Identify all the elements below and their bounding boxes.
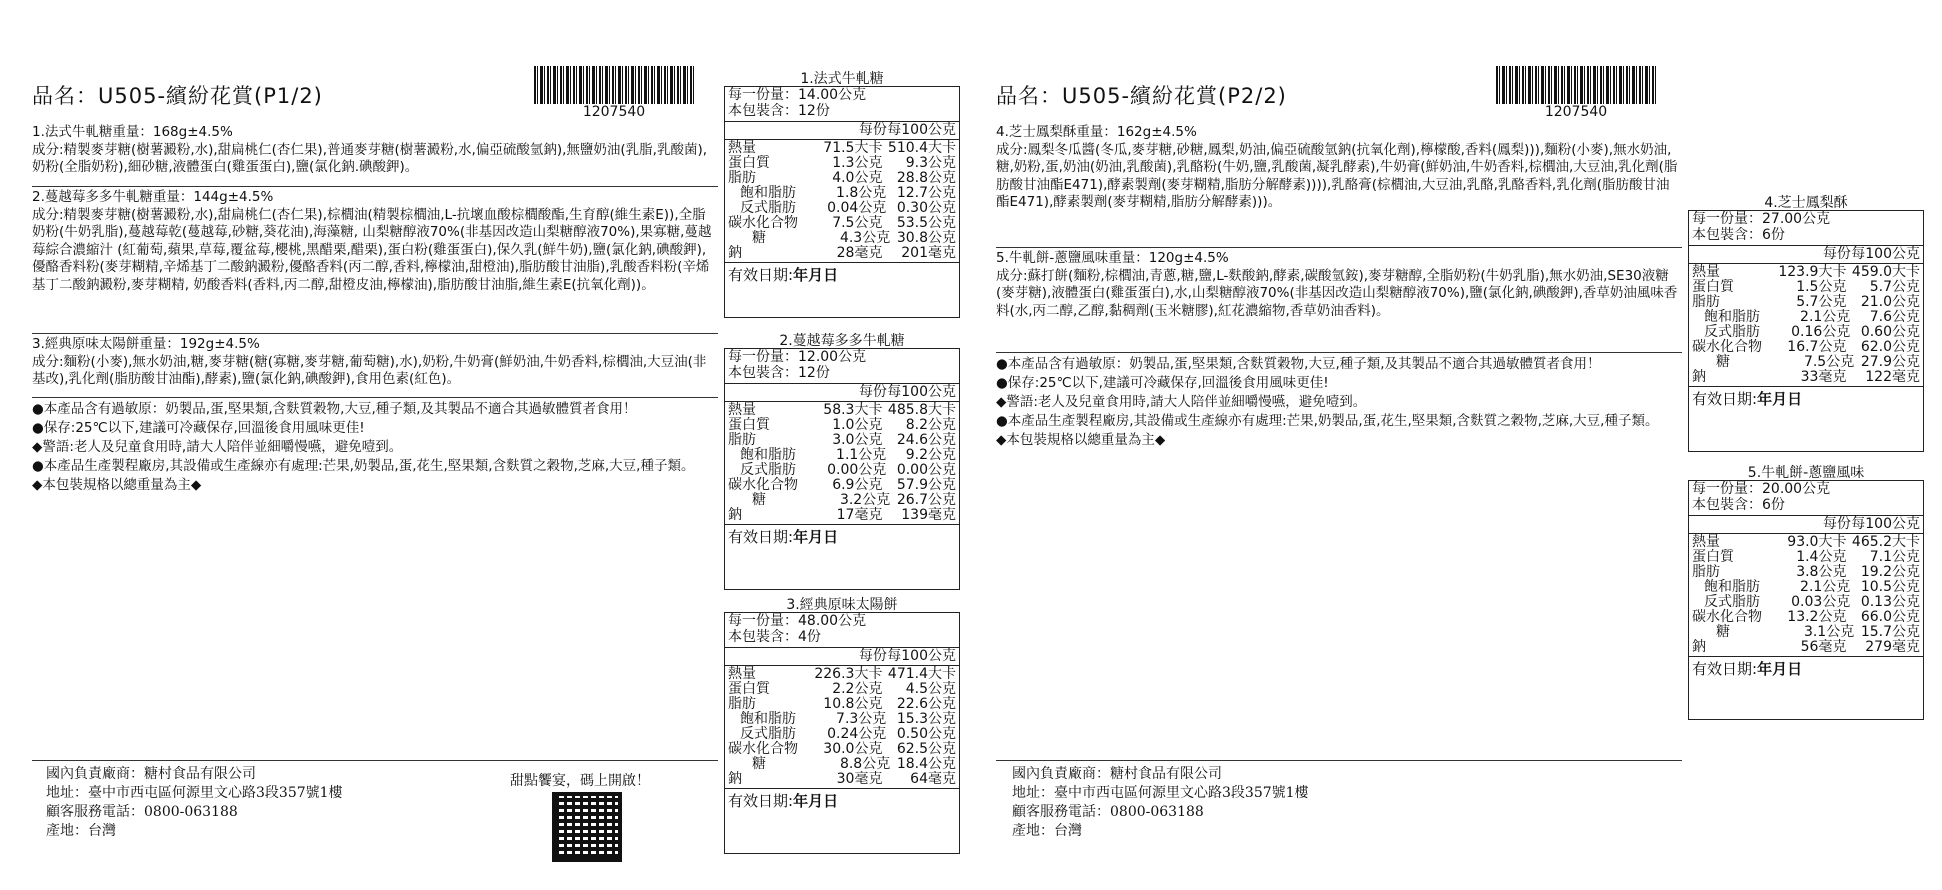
nutrition-row: 碳水化合物 30.0公克 62.5公克 [728,741,956,757]
storage-notice: ●保存:25℃以下,建議可冷藏保存,回溫後食用風味更佳! [996,375,1329,391]
package-notice: ◆本包裝規格以總重量為主◆ [996,432,1166,448]
nutrition-row: 飽和脂肪 7.3公克 15.3公克 [740,711,956,727]
servings-per-package: 本包裝含：4份 [725,630,959,648]
footer-right [1012,765,1309,841]
qr-code-icon [552,792,622,862]
page-title-left: 品名：U505-繽紛花賞(P1/2) [32,84,323,108]
package-notice: ◆本包裝規格以總重量為主◆ [32,477,202,493]
nutrition-row: 糖 3.2公克 26.7公克 [752,492,957,508]
col-per-100g: 每100公克 [887,648,956,664]
phone: 顧客服務電話：0800-063188 [46,804,238,820]
serving-size: 每一份量：20.00公克 [1692,481,1831,497]
nutrition-row: 飽和脂肪 2.1公克 10.5公克 [1704,579,1920,595]
allergen-notice: ●本產品含有過敏原：奶製品,蛋,堅果類,含麩質穀物,大豆,種子類,及其製品不適合其過敏體質者食用！ [996,356,1601,372]
manufacturer: 國內負責廠商：糖村食品有限公司 [1012,766,1222,782]
nutrition-row: 蛋白質 1.5公克 5.7公克 [1692,279,1920,295]
nutrition-table-5 [1688,480,1924,720]
nutrition-row: 脂肪 3.0公克 24.6公克 [728,432,956,448]
nutrition-row: 反式脂肪 0.04公克 0.30公克 [740,200,956,216]
col-per-100g: 每100公克 [887,122,956,138]
warning-notice: ◆警語:老人及兒童食用時,請大人陪伴並細嚼慢嚥，避免噎到。 [996,394,1367,410]
section-heading: 5.牛軋餅-蔥鹽風味重量：120g±4.5% [996,250,1229,266]
nutrition-row: 反式脂肪 0.24公克 0.50公克 [740,726,956,742]
servings-per-package: 本包裝含：6份 [1689,498,1923,516]
column-headers [725,648,959,666]
nutrition-row: 鈉 33毫克 122毫克 [1692,369,1920,385]
servings-per-package: 本包裝含：12份 [725,366,959,384]
column-headers [1689,516,1923,534]
ingredient-section-3 [32,336,718,389]
facility-notice: ●本產品生產製程廠房,其設備或生產線亦有處理:芒果,奶製品,蛋,花生,堅果類,含麩質之穀物,芝麻,大豆,種子類。 [32,458,695,474]
column-headers [725,122,959,140]
divider [32,397,718,398]
ingredient-section-2 [32,189,718,294]
footer-divider [32,760,718,761]
nutrition-row: 碳水化合物 16.7公克 62.0公克 [1692,339,1920,355]
nutrition-row: 鈉 56毫克 279毫克 [1692,639,1920,655]
nutrition-row: 飽和脂肪 1.1公克 9.2公克 [740,447,956,463]
nutrition-row: 糖 4.3公克 30.8公克 [752,230,957,246]
serving-size: 每一份量：27.00公克 [1692,211,1831,227]
section-body: 成分:蘇打餅(麵粉,棕櫚油,青蔥,糖,鹽,L-麩酸鈉,酵素,碳酸氫銨),麥芽糖醇,全脂奶粉(牛奶乳脂),無水奶油,SE30液糖(麥芽糖),液體蛋白(雞蛋蛋白),水,山梨糖醇液70%(非基因改造山梨糖醇液70%),鹽(氯化鈉,碘酸鉀),香草奶油風味香料(水,丙二醇,乙醇,黏稠劑(玉米糖膠),紅花濃縮物,香草奶油香料)。 [996,267,1678,319]
nutrition-table-3 [724,612,960,854]
expiry-date: 有效日期:年月日 [728,792,839,810]
notice-list-right [996,355,1682,450]
nutrition-row: 碳水化合物 13.2公克 66.0公克 [1692,609,1920,625]
nutrition-row: 鈉 28毫克 201毫克 [728,245,956,261]
nutrition-row: 糖 7.5公克 27.9公克 [1716,354,1921,370]
nutrition-table-2 [724,348,960,590]
section-body: 成分:精製麥芽糖(樹薯澱粉,水),甜扁桃仁(杏仁果),棕櫚油(精製棕櫚油,L-抗壞血酸棕櫚酸酯,生育醇(維生素E)),全脂奶粉(牛奶乳脂),蔓越莓乾(蔓越莓,砂糖,葵花油),海藻糖, 山梨糖醇液70%(非基因改造山梨糖醇液70%),果寡糖,蔓越莓綜合濃縮汁 (紅葡萄,蘋果,草莓,覆盆莓,櫻桃,黑醋栗,醋栗),蛋白粉(雞蛋蛋白),保久乳(鮮牛奶),鹽(氯化鈉,碘酸鉀),優酪香料粉(麥芽糊精,辛烯基丁二酸鈉澱粉,優酪香料(丙二醇,香料,檸檬油,甜橙油),脂肪酸甘油脂),乳酸香料粉(辛烯基丁二酸鈉澱粉,麥芽糊精, 奶酸香料(香料,丙二醇,甜橙皮油,檸檬油),脂肪酸甘油脂,維生素E(抗氧化劑))。 [32,206,712,293]
servings-per-package: 本包裝含：6份 [1689,228,1923,246]
nutrition-row: 脂肪 3.8公克 19.2公克 [1692,564,1920,580]
nutrition-row: 熱量 123.9大卡 459.0大卡 [1692,264,1920,280]
address: 地址：臺中市西屯區何源里文心路3段357號1樓 [46,785,343,801]
expiry-date: 有效日期:年月日 [728,266,839,284]
nutrition-row: 蛋白質 1.4公克 7.1公克 [1692,549,1920,565]
serving-size: 每一份量：14.00公克 [728,87,867,103]
nutrition-title-5: 5.牛軋餅-蔥鹽風味 [1747,465,1865,481]
allergen-notice: ●本產品含有過敏原：奶製品,蛋,堅果類,含麩質穀物,大豆,種子類,及其製品不適合其過敏體質者食用！ [32,401,637,417]
nutrition-row: 反式脂肪 0.16公克 0.60公克 [1704,324,1920,340]
nutrition-row: 蛋白質 1.3公克 9.3公克 [728,155,956,171]
nutrition-row: 蛋白質 1.0公克 8.2公克 [728,417,956,433]
col-per-serving: 每份 [1822,516,1851,532]
nutrition-row: 反式脂肪 0.00公克 0.00公克 [740,462,956,478]
col-per-100g: 每100公克 [887,384,956,400]
page-title-right: 品名：U505-繽紛花賞(P2/2) [996,84,1287,108]
col-per-serving: 每份 [858,384,887,400]
nutrition-row: 糖 8.8公克 18.4公克 [752,756,957,772]
ingredient-section-1 [32,124,718,177]
nutrition-row: 鈉 17毫克 139毫克 [728,507,956,523]
section-body: 成分:鳳梨冬瓜醬(冬瓜,麥芽糖,砂糖,鳳梨,奶油,偏亞硫酸氫鈉(抗氧化劑),檸檬酸,香料(鳳梨))),麵粉(小麥),無水奶油,糖,奶粉,蛋,奶油(奶油,乳酸菌),乳酪粉(牛奶,鹽,乳酸菌,凝乳酵素),牛奶膏(鮮奶油,牛奶香料,棕櫚油,大豆油,乳化劑(脂肪酸甘油酯E471),酵素製劑(麥芽糊精,脂肪分解酵素)))),乳酪膏(棕櫚油,大豆油,乳酪,乳酪香料,乳化劑(脂肪酸甘油酯E471),酵素製劑(麥芽糊精,脂肪分解酵素)))。 [996,141,1678,210]
expiry-date: 有效日期:年月日 [1692,660,1803,678]
nutrition-row: 熱量 226.3大卡 471.4大卡 [728,666,956,682]
barcode-icon [1496,66,1656,104]
servings-per-package: 本包裝含：12份 [725,104,959,122]
nutrition-row: 蛋白質 2.2公克 4.5公克 [728,681,956,697]
column-headers [725,384,959,402]
nutrition-row: 脂肪 5.7公克 21.0公克 [1692,294,1920,310]
nutrition-row: 熱量 93.0大卡 465.2大卡 [1692,534,1920,550]
warning-notice: ◆警語:老人及兒童食用時,請大人陪伴並細嚼慢嚥，避免噎到。 [32,439,403,455]
divider [32,186,718,187]
expiry-date: 有效日期:年月日 [728,528,839,546]
nutrition-row: 反式脂肪 0.03公克 0.13公克 [1704,594,1920,610]
column-headers [1689,246,1923,264]
footer-left [46,765,343,841]
col-per-100g: 每100公克 [1851,516,1920,532]
origin: 產地：台灣 [1012,823,1082,839]
divider [996,352,1682,353]
barcode-icon [534,66,694,104]
col-per-100g: 每100公克 [1851,246,1920,262]
facility-notice: ●本產品生產製程廠房,其設備或生產線亦有處理:芒果,奶製品,蛋,花生,堅果類,含麩質之穀物,芝麻,大豆,種子類。 [996,413,1659,429]
manufacturer: 國內負責廠商：糖村食品有限公司 [46,766,256,782]
nutrition-row: 熱量 58.3大卡 485.8大卡 [728,402,956,418]
address: 地址：臺中市西屯區何源里文心路3段357號1樓 [1012,785,1309,801]
barcode-left [534,66,694,120]
divider [32,333,718,334]
origin: 產地：台灣 [46,823,116,839]
nutrition-row: 碳水化合物 7.5公克 53.5公克 [728,215,956,231]
section-heading: 4.芝士鳳梨酥重量：162g±4.5% [996,124,1197,140]
nutrition-table-1 [724,86,960,318]
nutrition-title-2: 2.蔓越莓多多牛軋糖 [779,333,905,349]
serving-size: 每一份量：48.00公克 [728,613,867,629]
section-heading: 2.蔓越莓多多牛軋糖重量：144g±4.5% [32,189,274,205]
section-heading: 1.法式牛軋糖重量：168g±4.5% [32,124,233,140]
barcode-right [1496,66,1656,120]
footer-divider [996,760,1682,761]
nutrition-title-3: 3.經典原味太陽餅 [786,597,898,613]
nutrition-title-4: 4.芝士鳳梨酥 [1764,195,1848,211]
col-per-serving: 每份 [858,122,887,138]
nutrition-row: 飽和脂肪 2.1公克 7.6公克 [1704,309,1920,325]
storage-notice: ●保存:25℃以下,建議可冷藏保存,回溫後食用風味更佳! [32,420,365,436]
col-per-serving: 每份 [858,648,887,664]
nutrition-table-4 [1688,210,1924,452]
nutrition-row: 熱量 71.5大卡 510.4大卡 [728,140,956,156]
ingredient-section-5 [996,250,1682,320]
ingredient-section-4 [996,124,1682,212]
section-body: 成分:精製麥芽糖(樹薯澱粉,水),甜扁桃仁(杏仁果),普通麥芽糖(樹薯澱粉,水,偏亞硫酸氫鈉),無鹽奶油(乳脂,乳酸菌),奶粉(全脂奶粉),細砂糖,液體蛋白(雞蛋蛋白),鹽(氯化鈉.碘酸鉀)。 [32,141,708,175]
phone: 顧客服務電話：0800-063188 [1012,804,1204,820]
section-body: 成分:麵粉(小麥),無水奶油,糖,麥芽糖(糖(寡糖,麥芽糖,葡萄糖),水),奶粉,牛奶膏(鮮奶油,牛奶香料,棕櫚油,大豆油(非基改),乳化劑(脂肪酸甘油酯),酵素),鹽(氯化鈉,碘酸鉀),食用色素(紅色)。 [32,353,707,387]
nutrition-row: 鈉 30毫克 64毫克 [728,771,956,787]
notice-list-left [32,400,718,495]
nutrition-row: 飽和脂肪 1.8公克 12.7公克 [740,185,956,201]
nutrition-title-1: 1.法式牛軋糖 [800,71,884,87]
nutrition-row: 脂肪 4.0公克 28.8公克 [728,170,956,186]
nutrition-row: 脂肪 10.8公克 22.6公克 [728,696,956,712]
serving-size: 每一份量：12.00公克 [728,349,867,365]
barcode-number: 1207540 [1544,104,1608,120]
barcode-number: 1207540 [582,104,646,120]
nutrition-row: 糖 3.1公克 15.7公克 [1716,624,1921,640]
section-heading: 3.經典原味太陽餅重量：192g±4.5% [32,336,260,352]
nutrition-row: 碳水化合物 6.9公克 57.9公克 [728,477,956,493]
slogan: 甜點饗宴，碼上開啟！ [510,773,650,789]
divider [996,247,1682,248]
col-per-serving: 每份 [1822,246,1851,262]
expiry-date: 有效日期:年月日 [1692,390,1803,408]
